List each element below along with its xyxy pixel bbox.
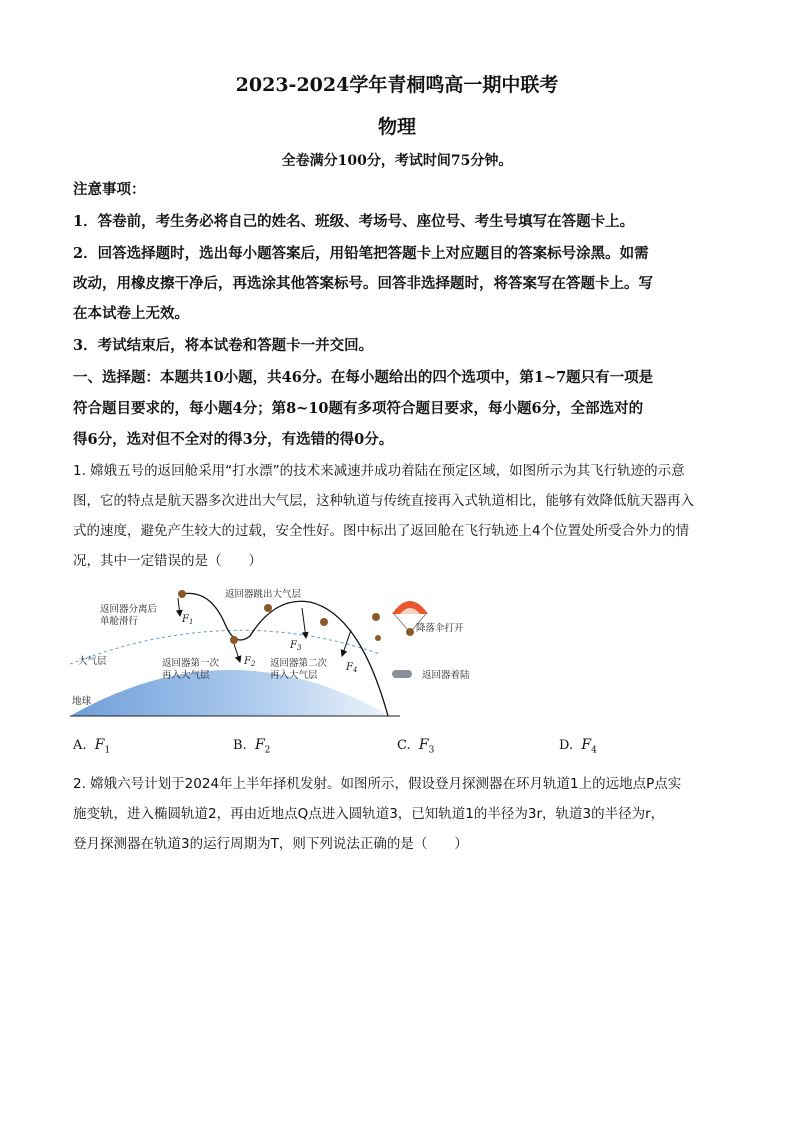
score-info: 全卷满分100分，考试时间75分钟。 [281, 153, 513, 169]
label-reentry-1b: 再入大气层 [162, 670, 210, 681]
label-separate-1: 返回器分离后 [100, 604, 158, 615]
atmosphere-line [70, 630, 380, 664]
q2-line-1: 2. 嫦娥六号计划于2024年上半年择机发射。如图所示，假设登月探测器在环月轨道1上的远地点P点实 [73, 776, 682, 792]
q1-option-b: B. $F_2$ [233, 737, 271, 756]
section-1-line-3: 得6分，选对但不全对的得3分，有选错的得0分。 [73, 431, 394, 448]
label-exit: 返回器跳出大气层 [225, 589, 302, 600]
label-reentry-1a: 返回器第一次 [162, 658, 220, 669]
q1-option-c: C. $F_3$ [397, 737, 435, 756]
earth-shape [70, 670, 390, 716]
label-separate-2: 单舱滑行 [100, 616, 139, 627]
label-landing: 返回器着陆 [422, 670, 470, 681]
page-title: 2023-2024学年青桐鸣高一期中联考 [235, 74, 559, 96]
force-label-1: $F_1$ [182, 614, 194, 626]
label-parachute: 降落伞打开 [416, 623, 464, 634]
section-1-line-1: 一、选择题：本题共10小题，共46分。在每小题给出的四个选项中，第1~7题只有一项是 [73, 369, 654, 386]
notice-item-1: 1．答卷前，考生务必将自己的姓名、班级、考场号、座位号、考生号填写在答题卡上。 [73, 213, 635, 230]
label-reentry-2a: 返回器第二次 [270, 658, 328, 669]
q2-line-2: 施变轨，进入椭圆轨道2，再由近地点Q点进入圆轨道3，已知轨道1的半径为3r，轨道3的半径为r， [73, 806, 665, 822]
force-label-2: $F_2$ [244, 656, 256, 668]
notice-item-3: 3．考试结束后，将本试卷和答题卡一并交回。 [73, 337, 374, 354]
q1-option-a: A. $F_1$ [73, 737, 111, 756]
label-atmosphere: 大气层 [78, 656, 107, 667]
q1-line-4: 况，其中一定错误的是（ ） [73, 553, 262, 569]
notice-item-2-line-3: 在本试卷上无效。 [73, 305, 189, 322]
trajectory-figure [70, 584, 480, 720]
q1-option-d: D. $F_4$ [559, 737, 597, 756]
force-label-4: $F_4$ [346, 662, 358, 674]
q1-line-3: 式的速度，避免产生较大的过载，安全性好。图中标出了返回舱在飞行轨迹上4个位置处所受合外力的情 [73, 523, 690, 539]
notice-item-2-line-1: 2．回答选择题时，选出每小题答案后，用铅笔把答题卡上对应题目的答案标号涂黑。如需 [73, 245, 649, 262]
notice-heading: 注意事项： [73, 181, 146, 198]
section-1-line-2: 符合题目要求的，每小题4分；第8~10题有多项符合题目要求，每小题6分，全部选对的 [73, 400, 644, 417]
force-label-3: $F_3$ [290, 640, 302, 652]
subject-title: 物理 [377, 116, 416, 138]
label-earth: 地球 [72, 696, 92, 707]
q1-line-1: 1. 嫦娥五号的返回舱采用“打水漂”的技术来减速并成功着陆在预定区域，如图所示为其飞行轨迹的示意 [73, 463, 685, 479]
q2-line-3: 登月探测器在轨道3的运行周期为T，则下列说法正确的是（ ） [73, 836, 468, 852]
capsule-landed-icon [392, 670, 412, 678]
notice-item-2-line-2: 改动，用橡皮擦干净后，再选涂其他答案标号。回答非选择题时，将答案写在答题卡上。写 [73, 275, 653, 292]
label-reentry-2b: 再入大气层 [270, 670, 318, 681]
q1-line-2: 图，它的特点是航天器多次进出大气层，这种轨道与传统直接再入式轨道相比，能够有效降低航天器再入 [73, 493, 694, 509]
